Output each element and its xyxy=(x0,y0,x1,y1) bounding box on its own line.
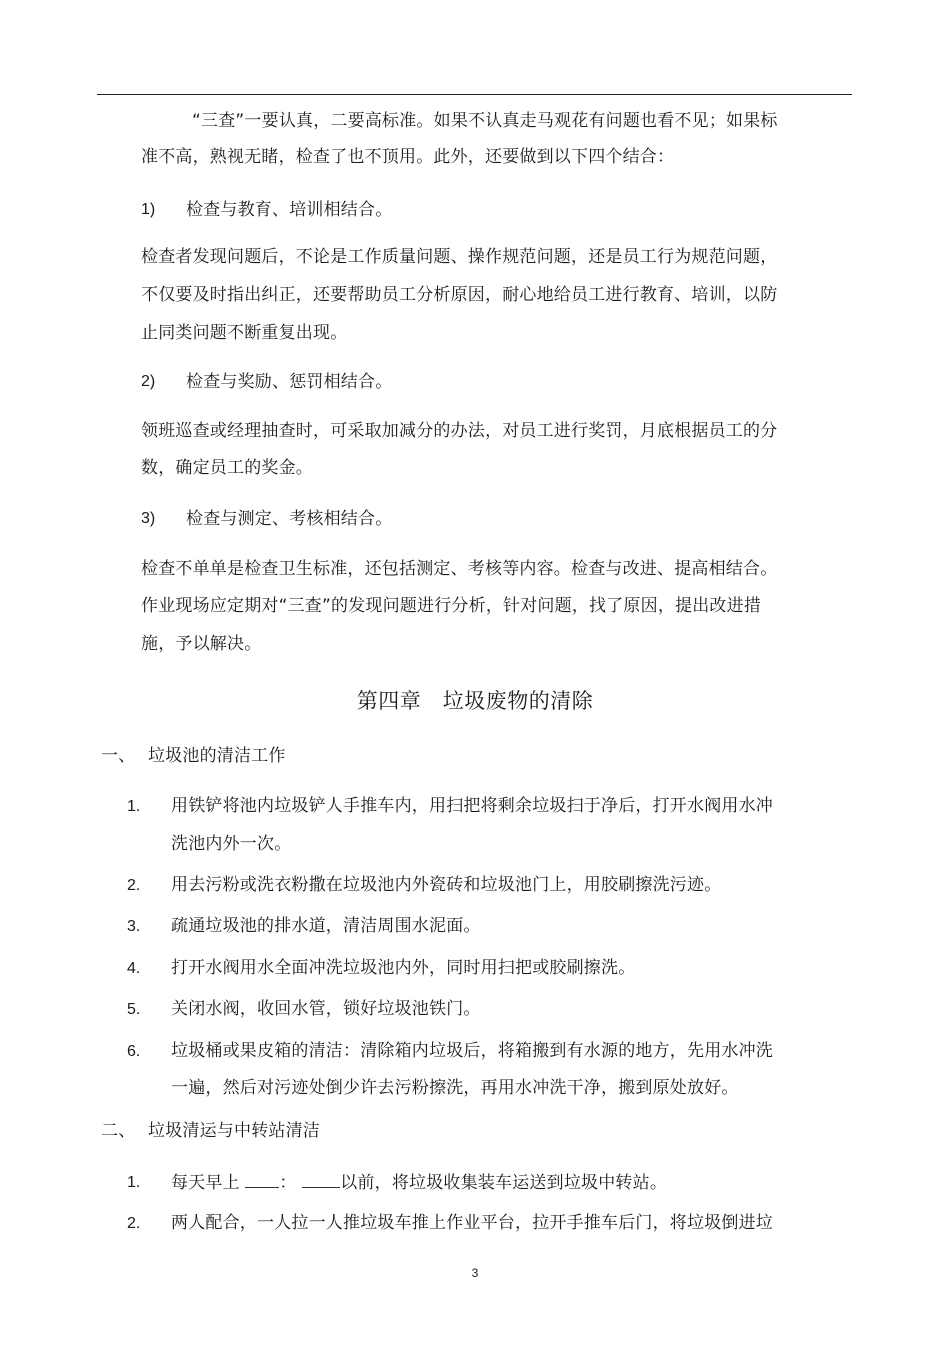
s2-item-2-line: 两人配合，一人拉一人推垃圾车推上作业平台，拉开手推车后门，将垃圾倒进垃 xyxy=(171,1213,773,1233)
point-3-body-line-2: 作业现场应定期对“三查”的发现问题进行分析，针对问题，找了原因，提出改进措 xyxy=(141,596,762,616)
section-2-number: 二、 xyxy=(101,1121,136,1141)
s1-item-1-line-1: 用铁铲将池内垃圾铲人手推车内，用扫把将剩余垃圾扫于净后，打开水阀用水冲 xyxy=(171,796,773,816)
point-2-body-line-2: 数，确定员工的奖金。 xyxy=(141,458,313,478)
point-3-body-line-1: 检查不单单是检查卫生标准，还包括测定、考核等内容。检查与改进、提高相结合。 xyxy=(141,559,778,579)
section-1-title: 垃圾池的清洁工作 xyxy=(148,746,286,766)
point-3-number: 3) xyxy=(141,510,156,527)
s1-item-3-number: 3. xyxy=(127,918,141,935)
s2-item-1-suffix: 以前，将垃圾收集装车运送到垃圾中转站。 xyxy=(340,1173,668,1193)
s1-item-5-line-1: 关闭水阀，收回水管，锁好垃圾池铁门。 xyxy=(171,999,481,1019)
page-number: 3 xyxy=(471,1266,479,1280)
point-3-title: 检查与测定、考核相结合。 xyxy=(186,509,393,529)
point-2-title: 检查与奖励、惩罚相结合。 xyxy=(186,372,393,392)
point-1-body-line-2: 不仅要及时指出纠正，还要帮助员工分析原因，耐心地给员工进行教育、培训，以防 xyxy=(141,285,778,305)
s1-item-1-line-2: 洗池内外一次。 xyxy=(171,834,292,854)
point-1-body-line-1: 检查者发现问题后，不论是工作质量问题、操作规范问题，还是员工行为规范问题， xyxy=(141,247,778,267)
header-rule xyxy=(97,94,852,95)
hour-blank xyxy=(245,1171,279,1188)
point-2-number: 2) xyxy=(141,373,156,390)
point-1-number: 1) xyxy=(141,201,156,218)
s1-item-6-line-2: 一遍，然后对污迹处倒少许去污粉擦洗，再用水冲洗干净，搬到原处放好。 xyxy=(171,1078,739,1098)
intro-line-1: “三查”一要认真，二要高标准。如果不认真走马观花有问题也看不见；如果标 xyxy=(192,111,778,131)
section-1-number: 一、 xyxy=(101,746,136,766)
point-1-title: 检查与教育、培训相结合。 xyxy=(186,200,393,220)
time-separator: ： xyxy=(279,1173,297,1193)
minute-blank xyxy=(302,1171,340,1188)
s1-item-4-number: 4. xyxy=(127,960,141,977)
s1-item-2-number: 2. xyxy=(127,877,141,894)
s1-item-3-line-1: 疏通垃圾池的排水道，清洁周围水泥面。 xyxy=(171,916,481,936)
s2-item-1-prefix: 每天早上 xyxy=(171,1173,240,1193)
s2-item-2-number: 2. xyxy=(127,1215,141,1232)
s1-item-1-number: 1. xyxy=(127,798,141,815)
s2-item-1-number: 1. xyxy=(127,1174,141,1191)
s1-item-6-number: 6. xyxy=(127,1043,141,1060)
s1-item-2-line-1: 用去污粉或洗衣粉撒在垃圾池内外瓷砖和垃圾池门上，用胶刷擦洗污迹。 xyxy=(171,875,722,895)
chapter-title: 第四章 垃圾废物的清除 xyxy=(356,689,594,713)
point-3-body-line-3: 施，予以解决。 xyxy=(141,634,262,654)
s2-item-1-line xyxy=(171,1171,667,1194)
s1-item-5-number: 5. xyxy=(127,1001,141,1018)
intro-line-2: 准不高，熟视无睹，检查了也不顶用。此外，还要做到以下四个结合： xyxy=(141,147,675,167)
s1-item-6-line-1: 垃圾桶或果皮箱的清洁：清除箱内垃圾后，将箱搬到有水源的地方，先用水冲洗 xyxy=(171,1041,773,1061)
s1-item-4-line-1: 打开水阀用水全面冲洗垃圾池内外，同时用扫把或胶刷擦洗。 xyxy=(171,958,636,978)
point-2-body-line-1: 领班巡查或经理抽查时，可采取加减分的办法，对员工进行奖罚，月底根据员工的分 xyxy=(141,421,778,441)
point-1-body-line-3: 止同类问题不断重复出现。 xyxy=(141,323,348,343)
section-2-title: 垃圾清运与中转站清洁 xyxy=(148,1121,320,1141)
